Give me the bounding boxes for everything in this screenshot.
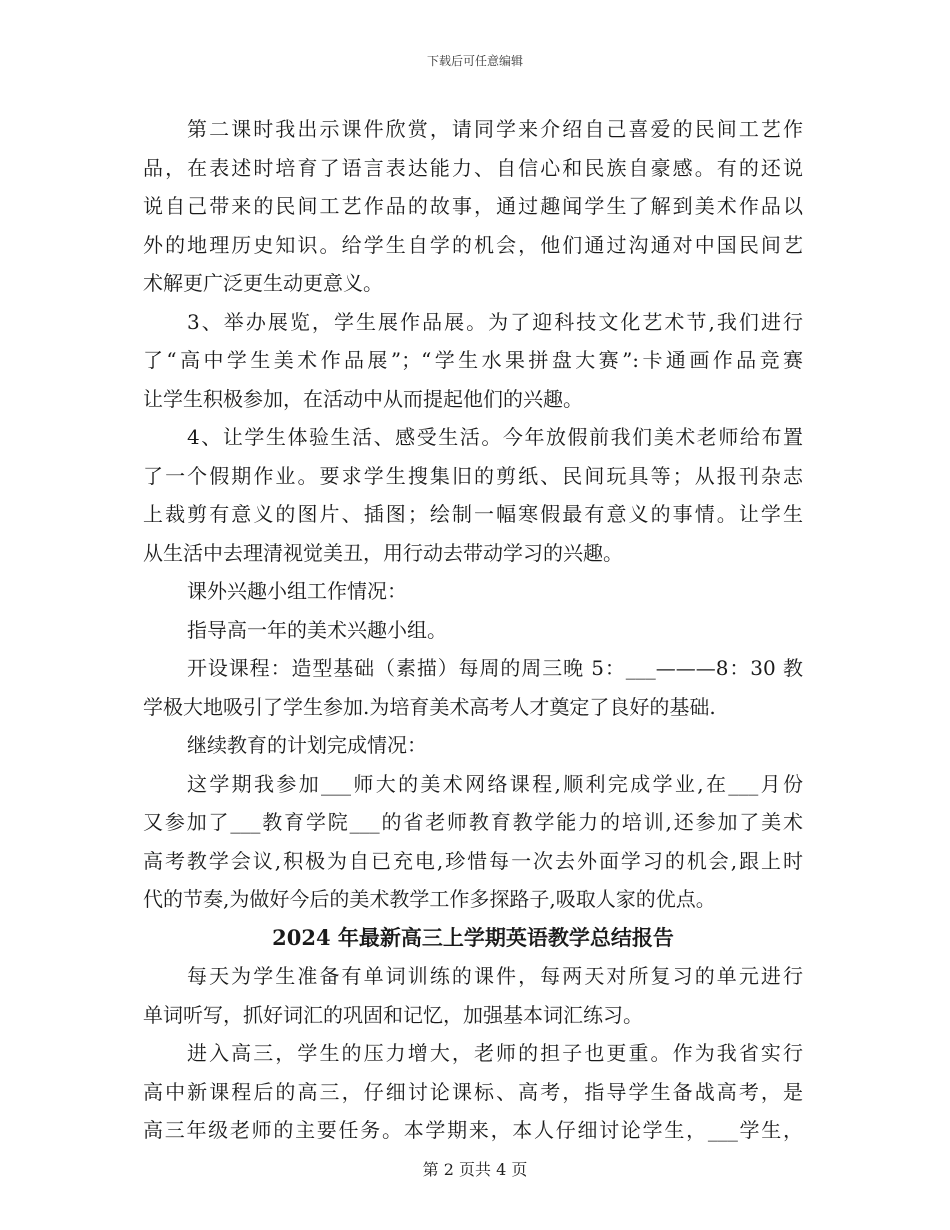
text-line: 了一个假期作业。要求学生搜集旧的剪纸、民间玩具等；从报刊杂志 — [143, 463, 803, 488]
text-line: 上裁剪有意义的图片、插图；绘制一幅寒假最有意义的事情。让学生 — [143, 502, 803, 526]
text-line: 继续教育的计划完成情况： — [187, 733, 427, 757]
paragraph — [143, 303, 803, 419]
text-line: 4、让学生体验生活、感受生活。今年放假前我们美术老师给布置 — [187, 425, 803, 449]
paragraph — [143, 726, 803, 765]
text-line: 让学生积极参加，在活动中从而提起他们的兴趣。 — [143, 386, 583, 411]
text-line: 高考教学会议,积极为自已充电,珍惜每一次去外面学习的机会,跟上时 — [143, 848, 803, 873]
text-line: 了“高中学生美术作品展”；“学生水果拼盘大赛”:卡通画作品竞赛 — [143, 348, 803, 372]
section-title: 2024 年最新高三上学期英语教学总结报告 — [272, 924, 674, 950]
paragraph — [143, 418, 803, 572]
text-line: 说自己带来的民间工艺作品的故事，通过趣闻学生了解到美术作品以 — [143, 194, 803, 218]
text-line: 又参加了___教育学院___的省老师教育教学能力的培训,还参加了美术 — [143, 810, 803, 834]
text-line: 代的节奏,为做好今后的美术教学工作多探路子,吸取人家的优点。 — [143, 887, 716, 911]
page-header: 下载后可任意编辑 — [426, 54, 523, 68]
page-footer: 第 2 页共 4 页 — [422, 1160, 528, 1179]
paragraph — [143, 957, 803, 1034]
text-line: 第二课时我出示课件欣赏，请同学来介绍自己喜爱的民间工艺作 — [187, 117, 803, 141]
text-line: 学极大地吸引了学生参加.为培育美术高考人才奠定了良好的基础. — [143, 694, 716, 719]
text-line: 单词听写，抓好词汇的巩固和记忆，加强基本词汇练习。 — [143, 1002, 643, 1027]
text-line: 这学期我参加___师大的美术网络课程,顺利完成学业,在___月份 — [187, 771, 803, 796]
text-line: 高中新课程后的高三，仔细讨论课标、高考，指导学生备战高考，是 — [143, 1079, 803, 1104]
paragraph — [143, 765, 803, 919]
text-line: 品，在表述时培育了语言表达能力、自信心和民族自豪感。有的还说 — [143, 155, 803, 180]
text-line: 从生活中去理清视觉美丑，用行动去带动学习的兴趣。 — [143, 540, 623, 565]
text-line: 每天为学生准备有单词训练的课件，每两天对所复习的单元进行 — [187, 964, 803, 988]
text-line: 开设课程：造型基础（素描）每周的周三晚 5：___———8：30 教 — [187, 656, 803, 680]
text-line: 3、举办展览，学生展作品展。为了迎科技文化艺术节,我们进行 — [187, 309, 803, 334]
text-line: 指导高一年的美术兴趣小组。 — [187, 617, 447, 642]
paragraph — [143, 649, 803, 726]
paragraph — [143, 611, 803, 650]
paragraph — [143, 1034, 803, 1150]
text-line: 进入高三，学生的压力增大，老师的担子也更重。作为我省实行 — [187, 1041, 803, 1065]
text-line: 术解更广泛更生动更意义。 — [143, 271, 383, 295]
paragraph — [143, 110, 803, 303]
text-line: 高三年级老师的主要任务。本学期来，本人仔细讨论学生，___学生， — [143, 1118, 803, 1142]
text-line: 课外兴趣小组工作情况： — [187, 579, 407, 603]
text-line: 外的地理历史知识。给学生自学的机会，他们通过沟通对中国民间艺 — [143, 232, 803, 257]
document-body — [143, 110, 803, 1150]
paragraph — [143, 572, 803, 611]
